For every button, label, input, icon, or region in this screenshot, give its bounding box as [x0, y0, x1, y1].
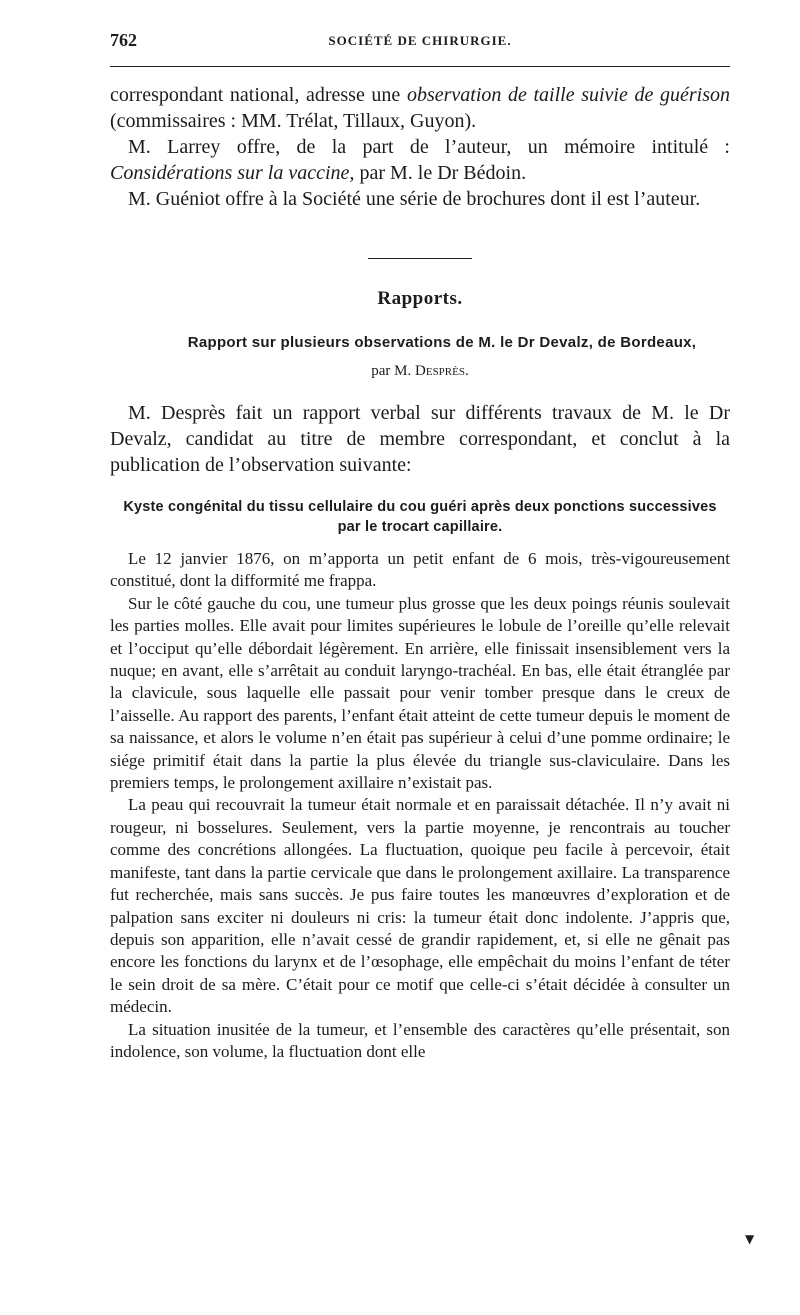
intro-paragraph-3: M. Guéniot offre à la Société une série de brochures dont il est l’auteur. [128, 188, 701, 210]
journal-title: SOCIÉTÉ DE CHIRURGIE. [328, 33, 512, 48]
report-title: Rapport sur plusieurs observations de M. le Dr Devalz, de Bordeaux, [187, 334, 697, 351]
intro-paragraph-1 [110, 82, 730, 134]
case-paragraph-3: La peau qui recouvrait la tumeur était normale et en paraissait détachée. Il n’y avait ni rougeur, ni bosselures. Seulement, vers la partie moyenne, je rencontrais au toucher comme des concrétions allongées. La fluctuation, quoique peu facile à percevoir, était manifeste, tant dans la partie cervicale que dans le prolongement axillaire. La transparence fut recherchée, mais sans succès. Je pus faire toutes les manœuvres d’exploration et de palpation sans exciter ni douleurs ni cris: la tumeur était donc indolente. J’appris que, depuis son apparition, elle n’avait cessé de grandir rapidement, et, si elle ne gênait pas encore les fonctions du larynx et de l’œsophage, elle empêchait du moins l’enfant de téter le sein droit de sa mère. C’était pour ce motif que celle-ci s’était décidée à consulter un médecin. [110, 795, 730, 1017]
report-author: Desprès. [415, 363, 469, 379]
case-paragraph-4: La situation inusitée de la tumeur, et l’ensemble des caractères qu’elle présentait, son indolence, son volume, la fluctuation dont elle [110, 1019, 730, 1061]
margin-mark-icon: ▼ [745, 1232, 755, 1246]
intro-block [110, 82, 730, 212]
intro-p1-text-a: correspondant national, adresse une [110, 84, 407, 106]
intro-p2-text-b: par M. le Dr Bédoin. [354, 162, 527, 184]
case-paragraph-1: Le 12 janvier 1876, on m’apporta un petit enfant de 6 mois, très-vigoureusement constitué, dont la difformité me frappa. [110, 549, 730, 591]
report-paragraph: M. Desprès fait un rapport verbal sur différents travaux de M. le Dr Devalz, candidat au titre de membre correspondant, et conclut à la publication de l’observation suivante: [110, 402, 730, 476]
case-title: Kyste congénital du tissu cellulaire du cou guéri après deux ponctions successives par le trocart capillaire. [123, 499, 717, 535]
report-author-line [110, 363, 730, 380]
case-body [110, 548, 730, 1063]
header-rule [110, 66, 730, 67]
case-paragraph-2: Sur le côté gauche du cou, une tumeur plus grosse que les deux poings réunis soulevait les parties molles. Elle avait pour limites supérieures le lobule de l’oreille qu’elle relevait et l’occiput qu’elle débordait légèrement. En arrière, elle finissait insensiblement vers la nuque; en avant, elle s’arrêtait au conduit laryngo-trachéal. En bas, elle était étranglée par la clavicule, sous laquelle elle passait pour venir tomber presque dans le creux de l’aisselle. Au rapport des parents, l’enfant était atteint de cette tumeur depuis le moment de sa naissance, et alors le volume n’en était pas supérieur à celui d’une pomme ordinaire; le siége primitif était dans la partie la plus élevée du triangle sus-claviculaire. Dans les premiers temps, le prolongement axillaire n’existait pas. [110, 593, 730, 793]
intro-paragraph-2 [110, 134, 730, 186]
report-block [110, 400, 730, 478]
intro-p1-italic: observation de taille suivie de guérison [406, 84, 730, 106]
intro-p2-text-a: M. Larrey offre, de la part de l’auteur, un mémoire intitulé : [128, 136, 730, 158]
report-by: par M. [371, 363, 412, 379]
section-divider [368, 258, 472, 259]
section-title: Rapports. [377, 288, 463, 309]
running-head [110, 30, 730, 54]
intro-p2-italic: Considérations sur la vaccine, [110, 162, 355, 184]
intro-p1-text-b: (commissaires : MM. Trélat, Tillaux, Guyon). [110, 110, 477, 132]
page-number: 762 [110, 30, 137, 50]
